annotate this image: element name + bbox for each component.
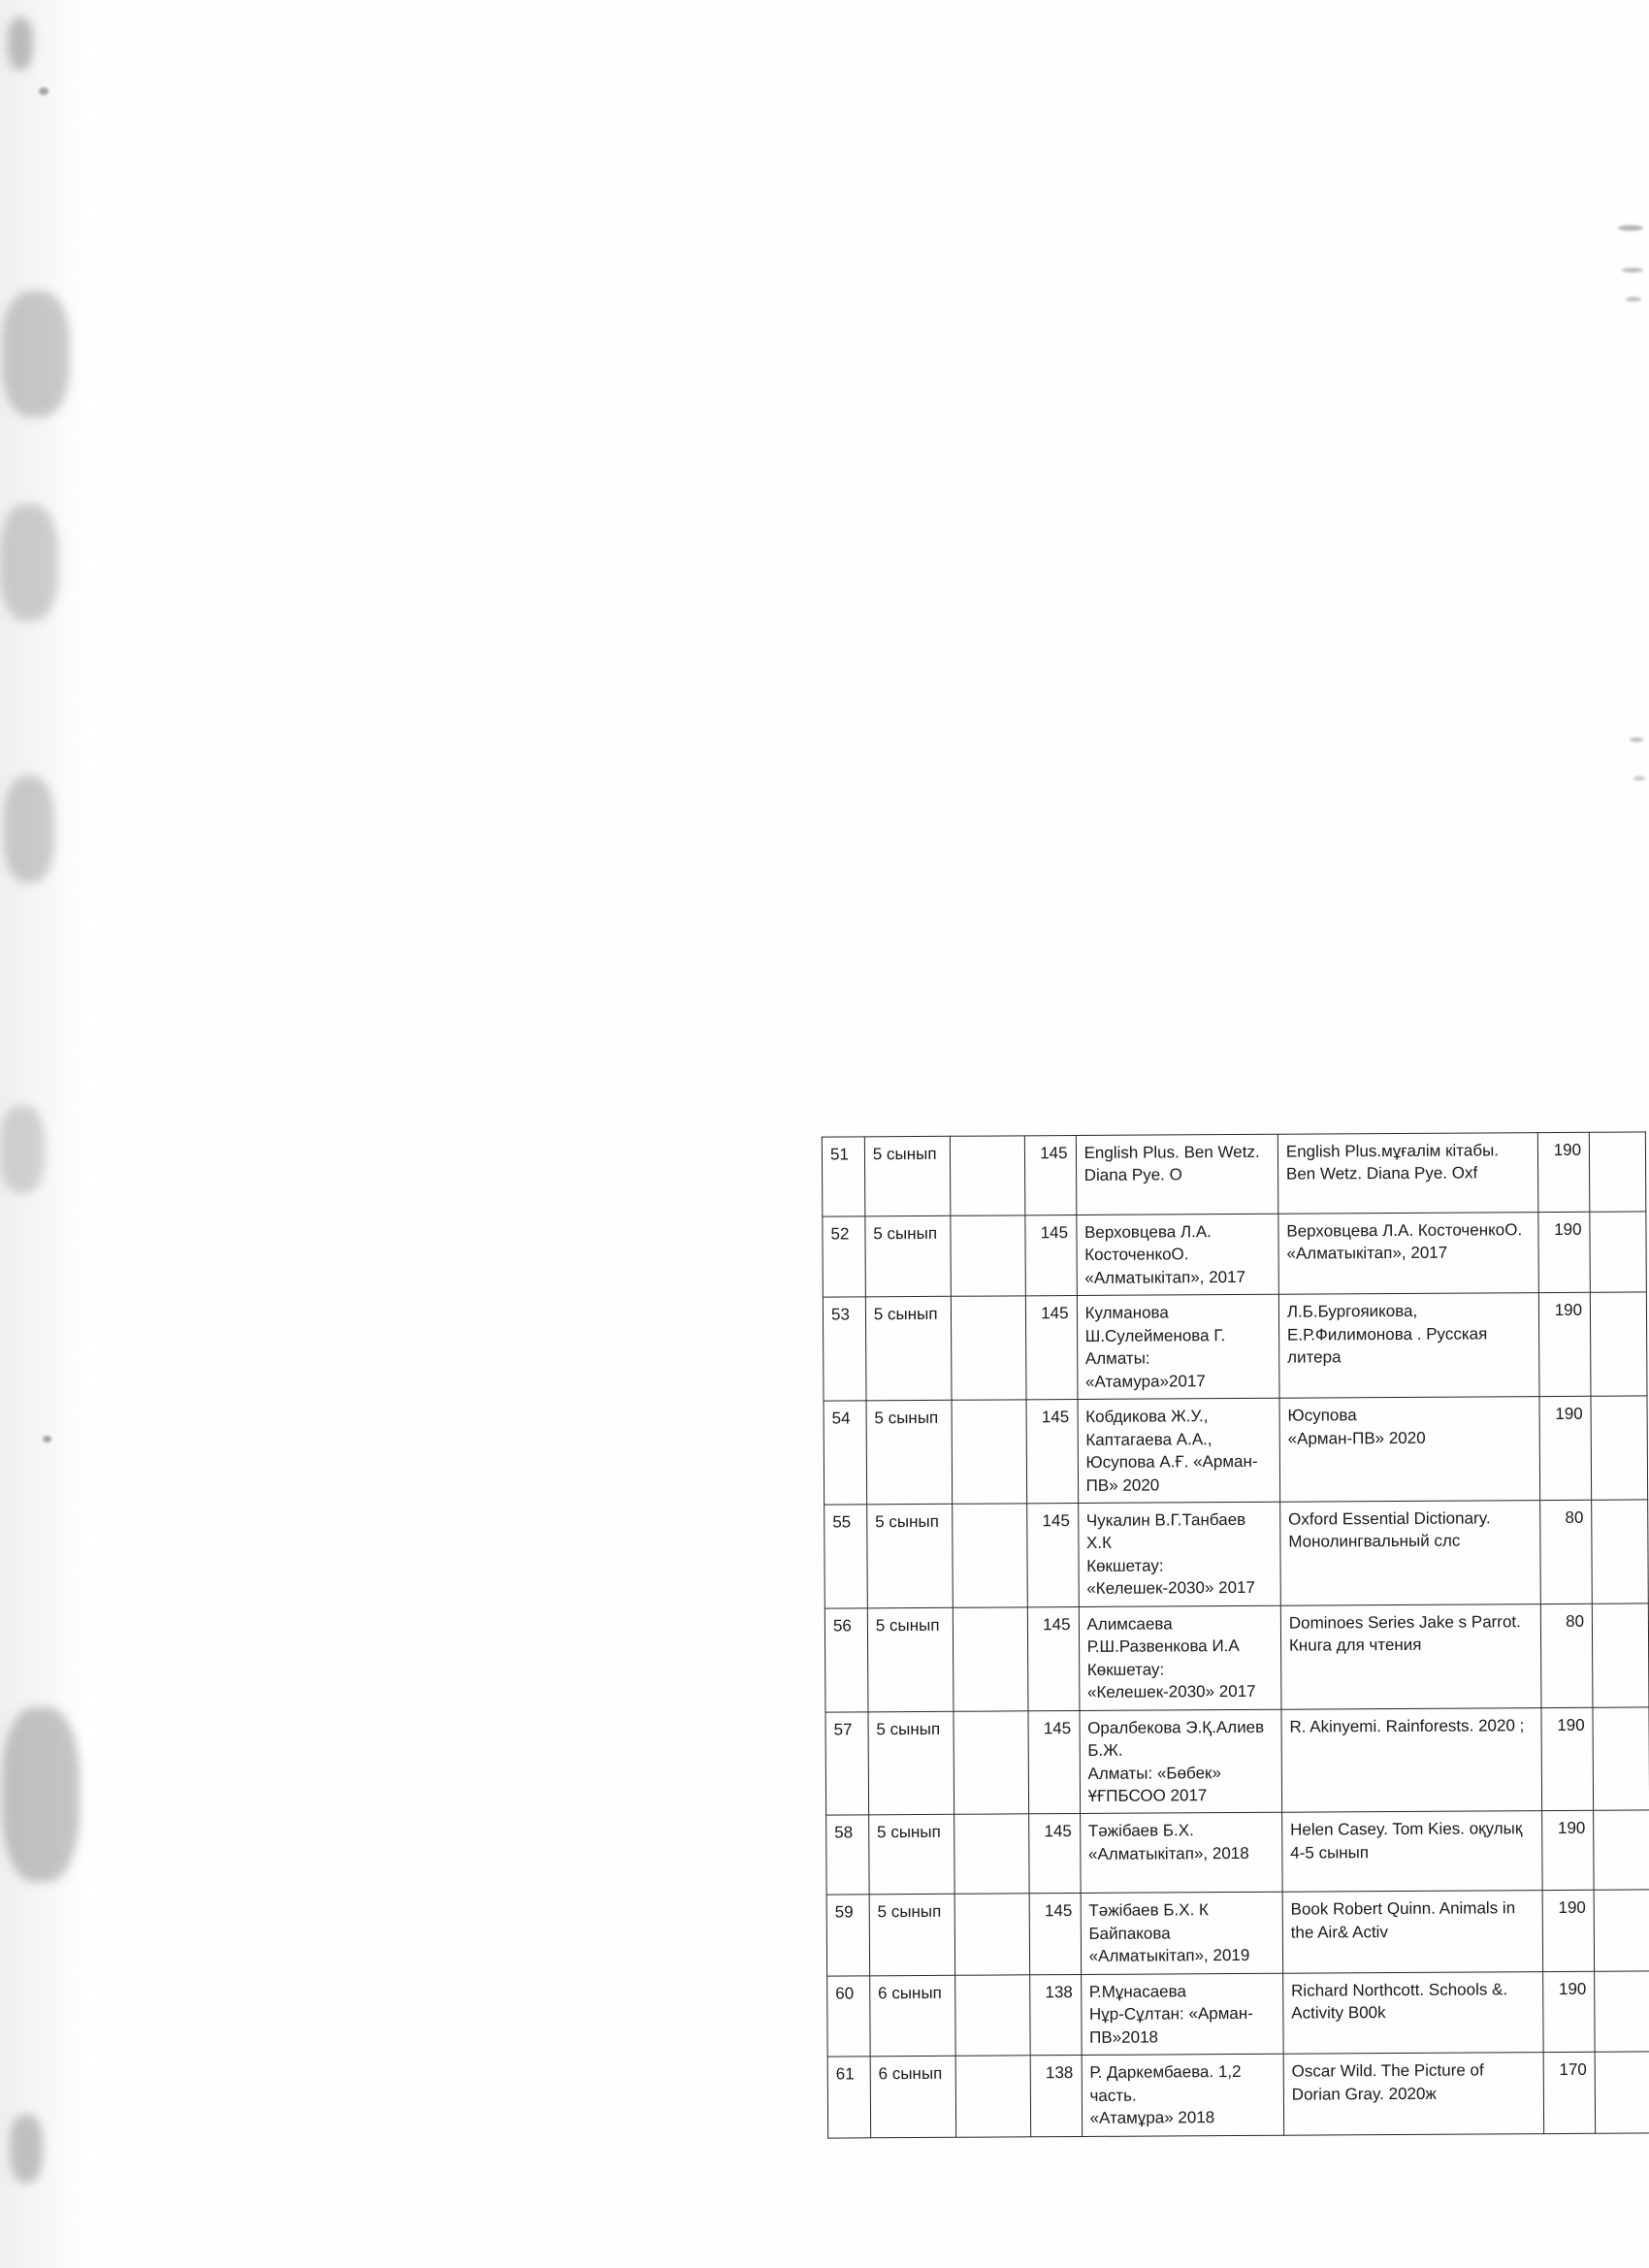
scan-artifact-smudge bbox=[0, 1106, 45, 1193]
cell-title-kaz: Кобдикова Ж.У., Каптагаева А.А., Юсупова А.Ғ. «Арман-ПВ» 2020 bbox=[1078, 1398, 1280, 1503]
cell-title-kaz: Чукалин В.Г.Танбаев Х.К Көкшетау: «Келешек-2030» 2017 bbox=[1078, 1502, 1280, 1606]
cell-number: 58 bbox=[826, 1815, 869, 1895]
table-row bbox=[824, 1396, 1648, 1505]
cell-blank bbox=[953, 1607, 1027, 1711]
cell-blank bbox=[954, 1814, 1029, 1894]
cell-qty-right: 170 bbox=[1543, 2052, 1595, 2133]
scan-artifact-speck bbox=[1618, 225, 1643, 231]
cell-grade: 5 сынып bbox=[866, 1400, 953, 1504]
cell-qty-right: 190 bbox=[1543, 1971, 1595, 2053]
cell-number: 53 bbox=[823, 1297, 866, 1401]
table-row bbox=[827, 1971, 1649, 2057]
cell-tail bbox=[1592, 1604, 1649, 1707]
cell-number: 61 bbox=[827, 2057, 870, 2138]
cell-title-kaz: Оралбекова Э.Қ.Алиев Б.Ж. Алматы: «Бөбек» ҰҒПБСОО 2017 bbox=[1080, 1709, 1282, 1814]
scan-artifact-smudge bbox=[8, 17, 33, 70]
cell-title-eng: Dominoes Series Jake s Parrot. Кнuга для чтения bbox=[1280, 1604, 1541, 1708]
table-row bbox=[826, 1810, 1649, 1895]
cell-number: 52 bbox=[823, 1216, 865, 1298]
table-body bbox=[822, 1132, 1649, 2138]
cell-title-eng: Юсупова «Арман-ПВ» 2020 bbox=[1279, 1397, 1540, 1502]
cell-tail bbox=[1594, 1890, 1649, 1971]
cell-title-kaz: Кулманова Ш.Сулейменова Г. Алматы: «Атамура»2017 bbox=[1077, 1295, 1279, 1400]
table-row bbox=[823, 1212, 1646, 1298]
cell-blank bbox=[952, 1400, 1026, 1504]
cell-number: 55 bbox=[824, 1505, 868, 1608]
cell-number: 57 bbox=[825, 1711, 869, 1815]
cell-grade: 5 сынып bbox=[865, 1215, 952, 1297]
cell-grade: 5 сынып bbox=[867, 1607, 954, 1711]
cell-qty-right: 190 bbox=[1539, 1293, 1591, 1397]
cell-qty-left: 145 bbox=[1026, 1400, 1078, 1504]
cell-title-eng: Oscar Wild. The Picture of Dorian Gray. 2020ж bbox=[1283, 2053, 1544, 2135]
cell-tail bbox=[1589, 1132, 1645, 1212]
cell-qty-right: 190 bbox=[1539, 1396, 1591, 1500]
cell-tail bbox=[1593, 1707, 1649, 1811]
cell-qty-left: 138 bbox=[1030, 2056, 1082, 2137]
cell-title-eng: English Plus.мұғалім кітабы. Ben Wetz. Diana Pye. Oxf bbox=[1277, 1133, 1538, 1215]
cell-grade: 5 сынып bbox=[869, 1895, 955, 1976]
scan-artifact-smudge bbox=[10, 2115, 43, 2183]
scan-artifact-speck bbox=[43, 1436, 51, 1442]
cell-blank bbox=[951, 1215, 1025, 1297]
table-row bbox=[823, 1292, 1647, 1401]
cell-qty-right: 190 bbox=[1538, 1132, 1590, 1212]
table-row bbox=[824, 1604, 1649, 1712]
cell-qty-left: 145 bbox=[1028, 1814, 1080, 1894]
cell-title-eng: Л.Б.Бургояикова, Е.Р.Филимонова . Русская литера bbox=[1278, 1293, 1539, 1398]
table-row bbox=[825, 1707, 1649, 1816]
cell-tail bbox=[1595, 1971, 1649, 2053]
cell-title-eng: Oxford Essential Dictionary. Монолингвальный слс bbox=[1280, 1501, 1541, 1605]
cell-blank bbox=[950, 1136, 1024, 1215]
cell-number: 60 bbox=[827, 1976, 870, 2057]
cell-blank bbox=[955, 1975, 1030, 2057]
cell-title-eng: Helen Casey. Tom Kies. оқулық 4-5 сынып bbox=[1281, 1811, 1542, 1893]
cell-grade: 6 сынып bbox=[870, 1975, 956, 2057]
cell-tail bbox=[1592, 1500, 1649, 1604]
cell-blank bbox=[953, 1504, 1027, 1607]
cell-qty-left: 145 bbox=[1024, 1136, 1076, 1215]
cell-grade: 5 сынып bbox=[864, 1136, 951, 1216]
cell-blank bbox=[951, 1296, 1025, 1400]
cell-qty-right: 190 bbox=[1542, 1891, 1594, 1972]
cell-title-eng: Richard Northcott. Schools &. Activity B00k bbox=[1283, 1971, 1544, 2054]
cell-qty-left: 145 bbox=[1025, 1296, 1077, 1400]
book-inventory-table bbox=[822, 1131, 1649, 2138]
cell-qty-left: 145 bbox=[1025, 1215, 1077, 1297]
cell-qty-right: 190 bbox=[1541, 1707, 1593, 1811]
cell-qty-left: 145 bbox=[1027, 1503, 1079, 1606]
scan-artifact-smudge bbox=[2, 291, 70, 417]
cell-title-eng: Верховцева Л.А. КосточенкоО. «Алматыкітап», 2017 bbox=[1278, 1213, 1539, 1295]
cell-title-kaz: English Plus. Ben Wetz. Diana Pye. O bbox=[1076, 1134, 1278, 1215]
table-row bbox=[824, 1500, 1649, 1608]
rotated-table-wrapper bbox=[822, 1131, 1649, 2138]
table-row bbox=[827, 2052, 1649, 2138]
cell-title-kaz: Р. Даркембаева. 1,2 часть. «Атамұра» 2018 bbox=[1082, 2054, 1284, 2136]
cell-qty-right: 80 bbox=[1540, 1500, 1592, 1604]
cell-grade: 5 сынып bbox=[867, 1504, 954, 1607]
cell-number: 59 bbox=[826, 1895, 869, 1976]
cell-tail bbox=[1594, 1810, 1649, 1890]
cell-tail bbox=[1595, 2052, 1649, 2133]
cell-tail bbox=[1591, 1396, 1648, 1500]
cell-qty-right: 80 bbox=[1541, 1604, 1593, 1707]
cell-title-kaz: Тәжібаев Б.Х. К Байпакова «Алматыкітап», 2019 bbox=[1081, 1893, 1283, 1975]
table-row bbox=[826, 1890, 1649, 1976]
cell-qty-left: 138 bbox=[1029, 1974, 1081, 2056]
table-row bbox=[822, 1132, 1645, 1216]
cell-number: 56 bbox=[824, 1608, 868, 1712]
cell-title-kaz: Алимсаева Р.Ш.Развенкова И.А Көкшетау: «Келешек-2030» 2017 bbox=[1079, 1605, 1281, 1710]
scan-artifact-speck bbox=[1626, 297, 1641, 302]
cell-qty-right: 190 bbox=[1542, 1811, 1594, 1891]
cell-grade: 5 сынып bbox=[869, 1815, 955, 1895]
cell-tail bbox=[1590, 1292, 1647, 1396]
scan-artifact-speck bbox=[1633, 776, 1645, 781]
scan-artifact-speck bbox=[1630, 737, 1643, 742]
cell-number: 51 bbox=[822, 1137, 864, 1216]
cell-blank bbox=[955, 2056, 1030, 2137]
scan-artifact-speck bbox=[1622, 268, 1643, 273]
cell-title-eng: Book Robert Quinn. Animals in the Air& Activ bbox=[1282, 1891, 1543, 1973]
cell-qty-left: 145 bbox=[1029, 1894, 1081, 1975]
scan-artifact-speck bbox=[39, 87, 48, 95]
cell-qty-right: 190 bbox=[1538, 1212, 1590, 1293]
cell-qty-left: 145 bbox=[1028, 1710, 1080, 1814]
scan-artifact-smudge bbox=[0, 504, 58, 621]
cell-blank bbox=[954, 1894, 1029, 1975]
cell-title-kaz: Тәжібаев Б.Х. «Алматыкітап», 2018 bbox=[1080, 1813, 1282, 1894]
cell-blank bbox=[954, 1710, 1028, 1814]
cell-title-kaz: Р.Мұнасаева Нұр-Сұлтан: «Арман-ПВ»2018 bbox=[1081, 1973, 1283, 2056]
cell-tail bbox=[1590, 1212, 1646, 1293]
scan-artifact-smudge bbox=[2, 1707, 80, 1882]
scan-artifact-smudge bbox=[4, 776, 54, 883]
cell-title-kaz: Верховцева Л.А. КосточенкоО. «Алматыкітап», 2017 bbox=[1076, 1214, 1278, 1296]
cell-grade: 5 сынып bbox=[865, 1297, 952, 1401]
cell-number: 54 bbox=[824, 1401, 867, 1505]
cell-title-eng: R. Akinyemi. Rainforests. 2020 ; bbox=[1281, 1707, 1542, 1812]
cell-grade: 5 сынып bbox=[868, 1711, 954, 1815]
cell-grade: 6 сынып bbox=[870, 2056, 956, 2137]
cell-qty-left: 145 bbox=[1027, 1606, 1079, 1710]
